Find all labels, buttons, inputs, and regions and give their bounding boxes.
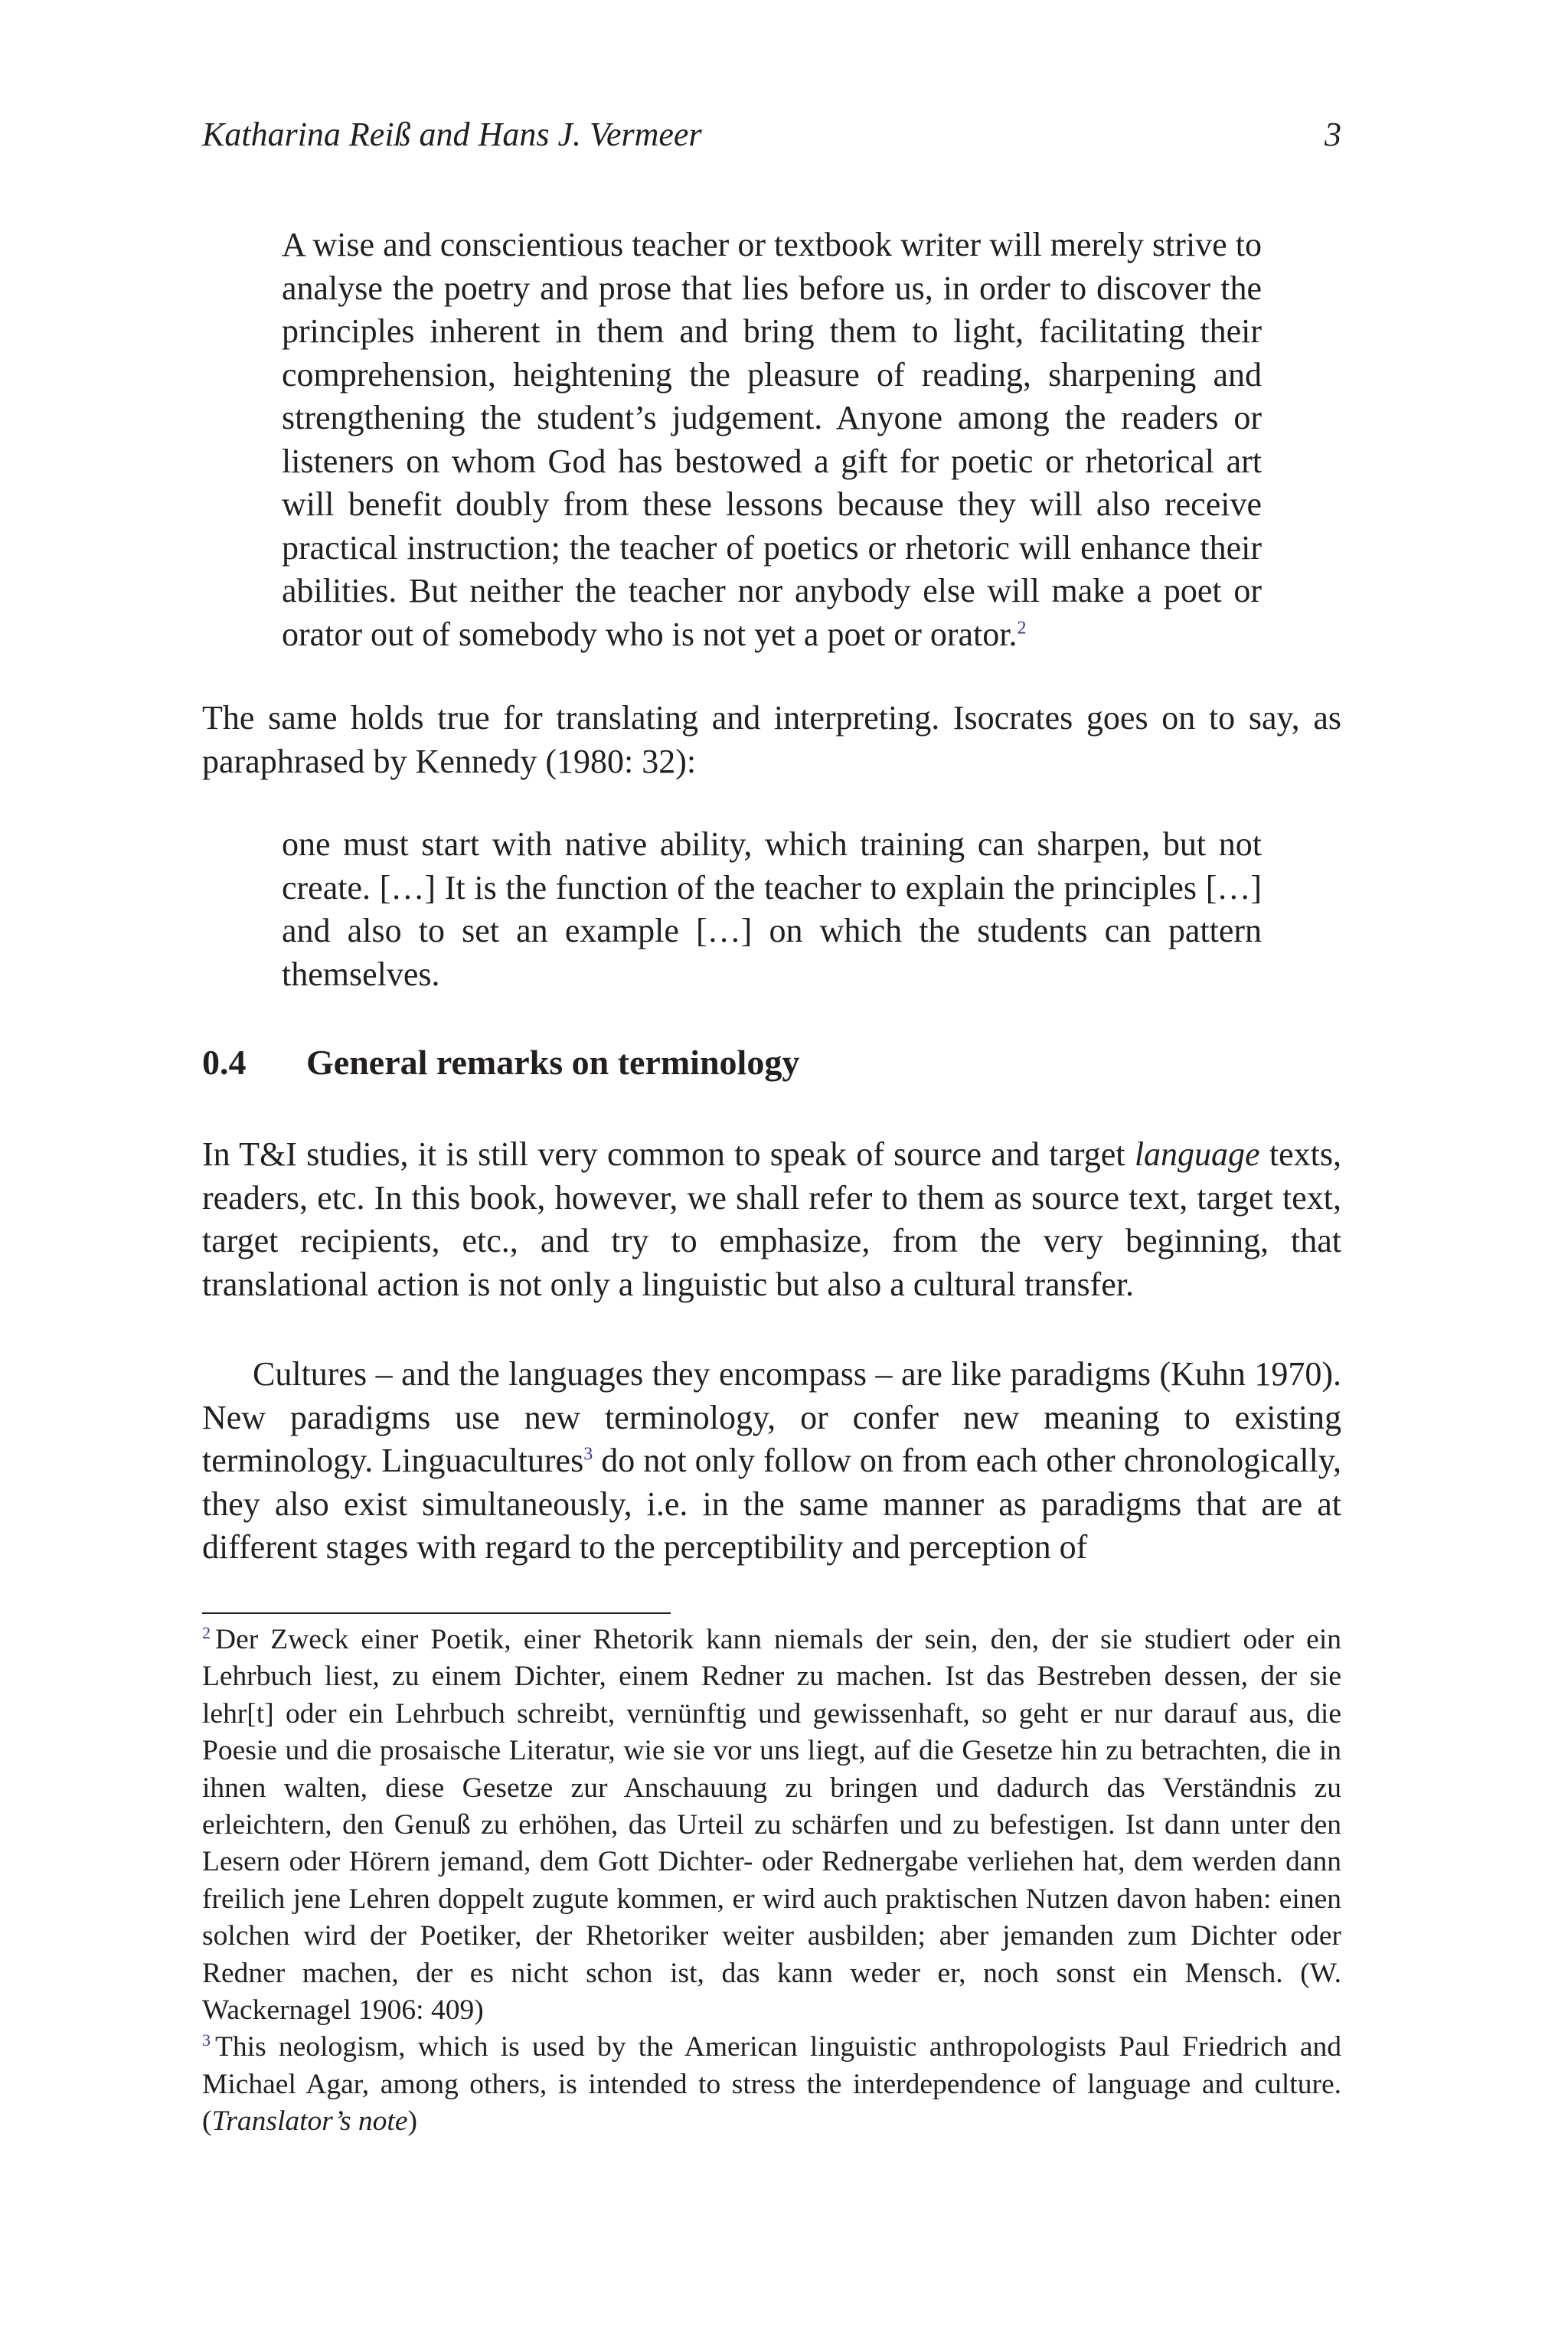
para3-text-a: Cultures – and the languages they encompass – are like paradigms (Kuhn 1970). New paradigms use new terminology, or confer new meaning to existing terminology. Linguacultures (202, 1355, 1341, 1479)
footnote-3-close: ) (407, 2105, 417, 2138)
para3-text-b: do not only follow on from each other chronologically, they also exist simultaneously, i.e. in the same manner as paradigms that are at different stages with regard to the perceptibility and perception of (202, 1442, 1341, 1566)
section-title: General remarks on terminology (306, 1043, 800, 1082)
section-number: 0.4 (202, 1043, 247, 1082)
footnote-2 (202, 1622, 1341, 2029)
body-paragraph-3 (202, 1353, 1341, 1570)
para2-emphasis: language (1134, 1135, 1260, 1173)
footnotes (202, 1622, 1341, 2141)
block-quote-text: A wise and conscientious teacher or textbook writer will merely strive to analyse the poetry and prose that lies before us, in order to discover the principles inherent in them and bring them to light, facilitating their comprehension, heightening the pleasure of reading, sharpening and strengthening the student’s judgement. Anyone among the readers or listeners on whom God has bestowed a gift for poetic or rhetorical art will benefit doubly from these lessons because they will also receive practical instruction; the teacher of poetics or rhetoric will enhance their abilities. But neither the teacher nor anybody else will make a poet or orator out of somebody who is not yet a poet or orator. (282, 226, 1262, 653)
para2-text-b: texts, readers, etc. In this book, however, we shall refer to them as source text, target text, target recipients, etc., and try to emphasize, from the very beginning, that translational action is not only a linguistic but also a cultural transfer. (202, 1135, 1341, 1303)
footnote-3-emphasis: Translator’s note (211, 2105, 408, 2138)
footnote-divider (202, 1612, 671, 1614)
footnote-mark-3: 3 (202, 2030, 211, 2050)
footnote-ref-2[interactable]: 2 (1017, 617, 1027, 638)
body-paragraph-1: The same holds true for translating and interpreting. Isocrates goes on to say, as paraphrased by Kennedy (1980: 32): (202, 699, 1341, 780)
footnote-3-text: This neologism, which is used by the American linguistic anthropologists Paul Friedrich and Michael Agar, among others, is intended to stress the interdependence of language and culture. ( (202, 2031, 1341, 2138)
body-paragraph-2 (202, 1133, 1341, 1306)
block-quote-isocrates (282, 224, 1262, 656)
page-number: 3 (1325, 116, 1341, 153)
running-head (202, 112, 1341, 158)
para2-text-a: In T&I studies, it is still very common to speak of source and target (202, 1135, 1135, 1173)
footnote-mark-2: 2 (202, 1622, 211, 1642)
footnote-ref-3[interactable]: 3 (583, 1444, 593, 1465)
footnote-3 (202, 2029, 1341, 2140)
running-head-author: Katharina Reiß and Hans J. Vermeer (202, 116, 702, 153)
footnote-2-text: Der Zweck einer Poetik, einer Rhetorik kann niemals der sein, den, der sie studiert oder ein Lehrbuch liest, zu einem Dichter, einem Redner zu machen. Ist das Bestreben dessen, der sie lehr[t] oder ein Lehrbuch schreibt, vernünftig und gewissenhaft, so geht er nur darauf aus, die Poesie und die prosaische Literatur, wie sie vor uns liegt, auf die Gesetze hin zu betrachten, die in ihnen walten, diese Gesetze zur Anschauung zu bringen und dadurch das Verständnis zu erleichtern, den Genuß zu erhöhen, das Urteil zu schärfen und zu befestigen. Ist dann unter den Lesern oder Hörern jemand, dem Gott Dichter- oder Rednergabe verliehen hat, dem werden dann freilich jene Lehren doppelt zugute kommen, er wird auch praktischen Nutzen davon haben: einen solchen wird der Poetiker, der Rhetoriker weiter ausbilden; aber jemanden zum Dichter oder Redner machen, der es nicht schon ist, das kann weder er, noch sonst ein Mensch. (W. Wackernagel 1906: 409) (202, 1624, 1341, 2027)
section-heading (202, 1040, 1341, 1086)
block-quote-kennedy: one must start with native ability, which training can sharpen, but not create. […] It is the function of the teacher to explain the principles […] and also to set an example […] on which the students can pattern themselves. (282, 825, 1262, 993)
